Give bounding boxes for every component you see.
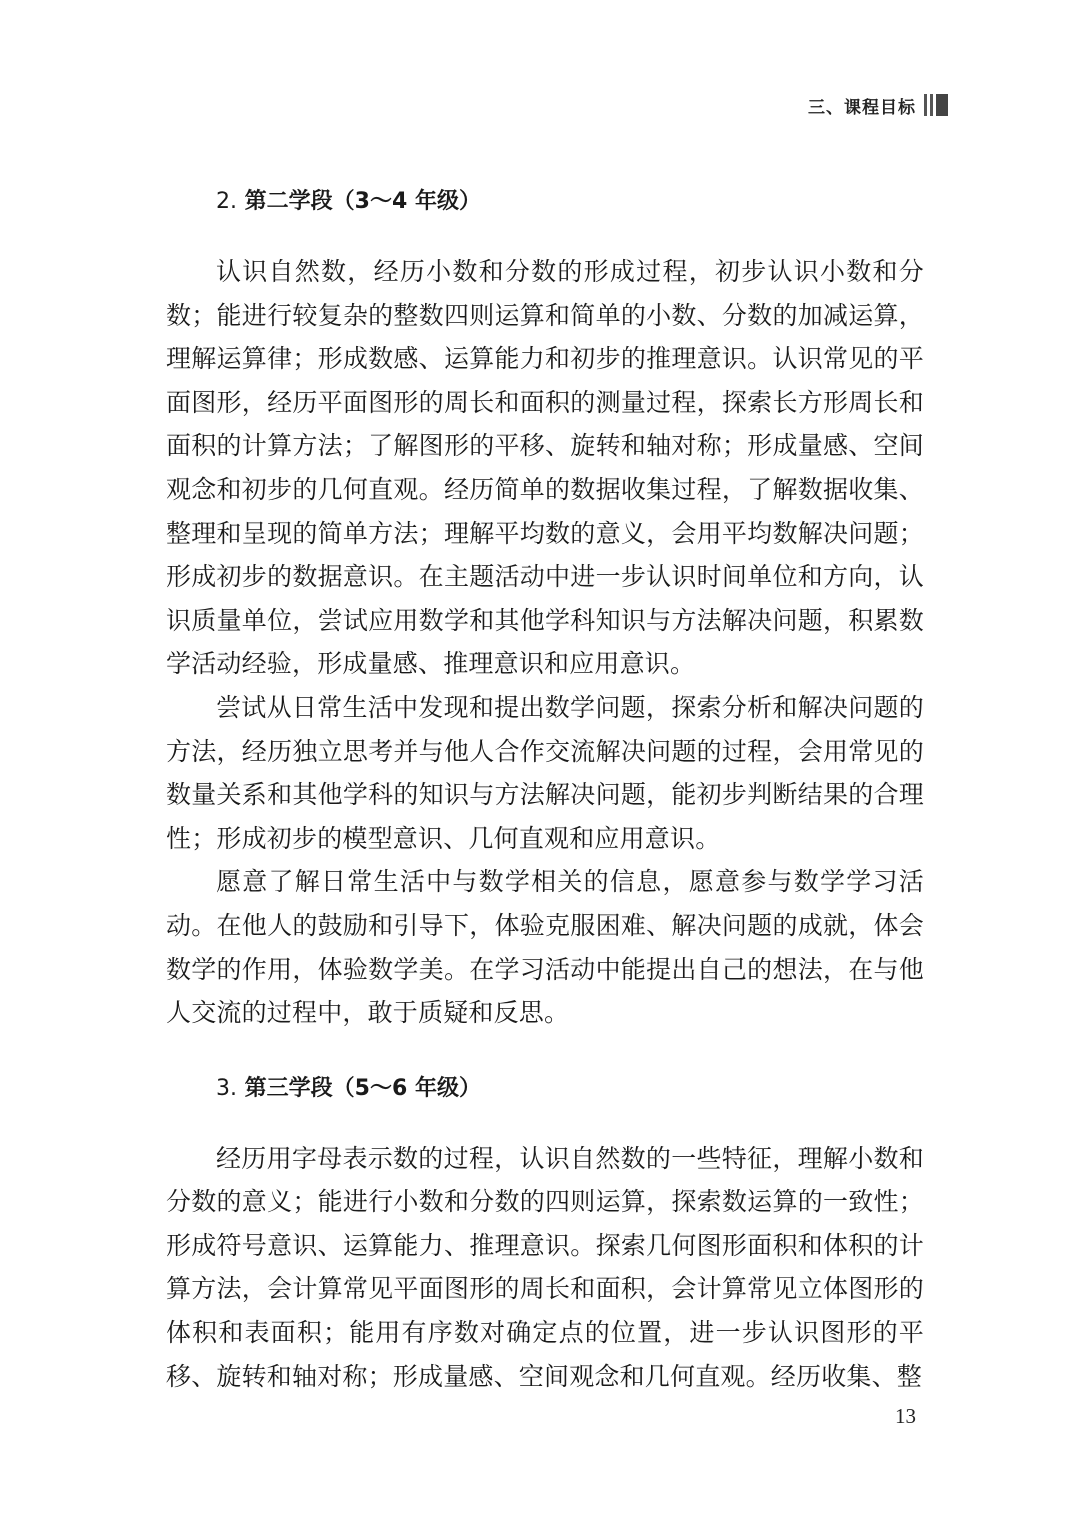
section-heading-stage-2 [166,180,924,224]
paragraph: 经历用字母表示数的过程，认识自然数的一些特征，理解小数和分数的意义；能进行小数和分数的四则运算，探索数运算的一致性；形成符号意识、运算能力、推理意识。探索几何图形面积和体积的计算方法，会计算常见平面图形的周长和面积，会计算常见立体图形的体积和表面积；能用有序数对确定点的位置，进一步认识图形的平移、旋转和轴对称；形成量感、空间观念和几何直观。经历收集、整 [166,1143,924,1391]
paragraph: 尝试从日常生活中发现和提出数学问题，探索分析和解决问题的方法，经历独立思考并与他人合作交流解决问题的过程，会用常见的数量关系和其他学科的知识与方法解决问题，能初步判断结果的合理性；形成初步的模型意识、几何直观和应用意识。 [166,692,924,853]
section-title: 第二学段（3～4 年级） [244,189,481,214]
header-bar-thin [930,94,933,116]
page-number: 13 [895,1404,916,1428]
header-bar-thin [924,94,927,116]
page-body [166,180,924,1398]
section-number: 3. [216,1075,237,1101]
header-bar-thick [936,94,948,116]
header-bar-ornament [924,94,948,116]
section-number: 2. [216,189,237,214]
running-header-title: 三、课程目标 [808,97,916,118]
section-title: 第三学段（5～6 年级） [244,1075,481,1101]
paragraph: 认识自然数，经历小数和分数的形成过程，初步认识小数和分数；能进行较复杂的整数四则运算和简单的小数、分数的加减运算，理解运算律；形成数感、运算能力和初步的推理意识。认识常见的平面图形，经历平面图形的周长和面积的测量过程，探索长方形周长和面积的计算方法；了解图形的平移、旋转和轴对称；形成量感、空间观念和初步的几何直观。经历简单的数据收集过程，了解数据收集、整理和呈现的简单方法；理解平均数的意义，会用平均数解决问题；形成初步的数据意识。在主题活动中进一步认识时间单位和方向，认识质量单位，尝试应用数学和其他学科知识与方法解决问题，积累数学活动经验，形成量感、推理意识和应用意识。 [166,257,924,679]
running-header [808,92,948,118]
paragraph: 愿意了解日常生活中与数学相关的信息，愿意参与数学学习活动。在他人的鼓励和引导下，体验克服困难、解决问题的成就，体会数学的作用，体验数学美。在学习活动中能提出自己的想法，在与他人交流的过程中，敢于质疑和反思。 [166,867,924,1028]
section-heading-stage-3 [166,1067,924,1111]
